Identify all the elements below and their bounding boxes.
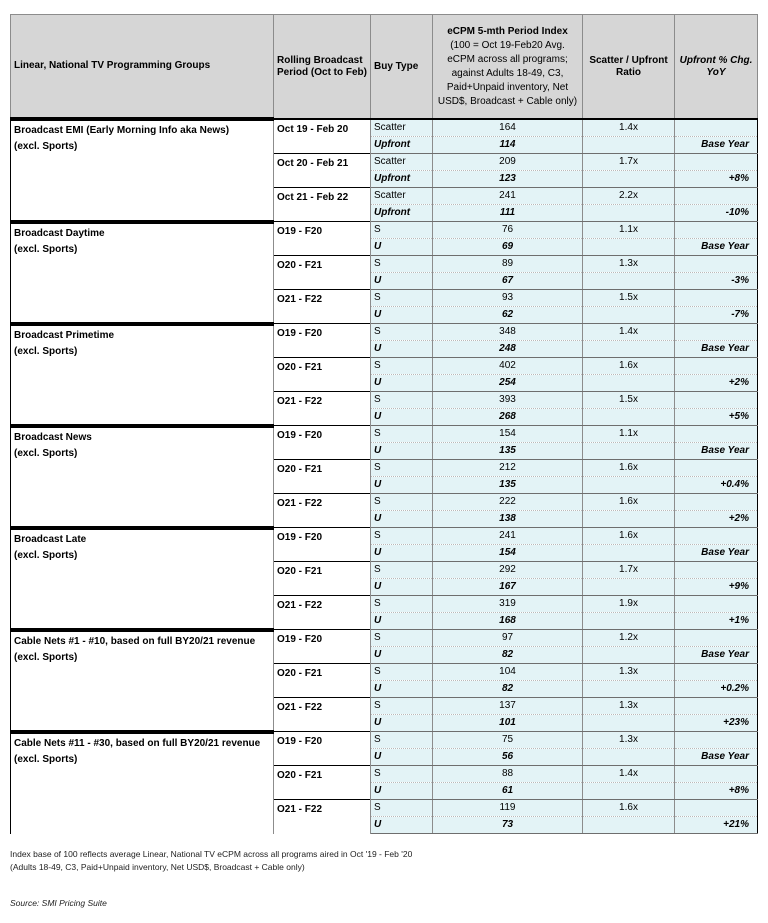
- scatter-upfront-ratio: 1.3x: [583, 732, 675, 749]
- upfront-index-value: 168: [433, 613, 583, 630]
- group-name-cell: [11, 732, 274, 834]
- scatter-index-value: 97: [433, 630, 583, 647]
- group-name: Broadcast Daytime: [14, 227, 105, 239]
- footnote: [10, 848, 750, 874]
- scatter-upfront-ratio: 1.7x: [583, 562, 675, 579]
- ratio-blank: [583, 545, 675, 562]
- upfront-yoy-change: +23%: [675, 715, 758, 732]
- upfront-yoy-change: +1%: [675, 613, 758, 630]
- upfront-yoy-change: +8%: [675, 171, 758, 188]
- scatter-index-value: 76: [433, 222, 583, 239]
- scatter-upfront-ratio: 1.3x: [583, 256, 675, 273]
- upfront-yoy-change: Base Year: [675, 137, 758, 154]
- upfront-yoy-change: +0.4%: [675, 477, 758, 494]
- table-row: [11, 324, 758, 341]
- period-label: O19 - F20: [274, 630, 371, 664]
- scatter-upfront-ratio: 1.9x: [583, 596, 675, 613]
- group-subtitle: (excl. Sports): [14, 141, 78, 152]
- scatter-upfront-ratio: 1.6x: [583, 528, 675, 545]
- table-row: [11, 630, 758, 647]
- upfront-index-value: 62: [433, 307, 583, 324]
- buy-type-upfront: U: [371, 681, 433, 698]
- buy-type-scatter: S: [371, 392, 433, 409]
- yoy-blank: [675, 222, 758, 239]
- group-name: Cable Nets #11 - #30, based on full BY20/21 revenue: [14, 737, 261, 749]
- upfront-index-value: 154: [433, 545, 583, 562]
- scatter-upfront-ratio: 1.4x: [583, 119, 675, 137]
- yoy-blank: [675, 324, 758, 341]
- scatter-index-value: 241: [433, 528, 583, 545]
- scatter-index-value: 89: [433, 256, 583, 273]
- upfront-yoy-change: Base Year: [675, 239, 758, 256]
- group-subtitle: (excl. Sports): [14, 243, 78, 255]
- upfront-yoy-change: +2%: [675, 511, 758, 528]
- buy-type-scatter: S: [371, 222, 433, 239]
- ratio-blank: [583, 307, 675, 324]
- upfront-index-value: 67: [433, 273, 583, 290]
- upfront-index-value: 268: [433, 409, 583, 426]
- yoy-blank: [675, 766, 758, 783]
- period-label: O20 - F21: [274, 460, 371, 494]
- buy-type-scatter: S: [371, 800, 433, 817]
- upfront-yoy-change: +21%: [675, 817, 758, 834]
- ratio-blank: [583, 715, 675, 732]
- upfront-yoy-change: -10%: [675, 205, 758, 222]
- scatter-upfront-ratio: 1.6x: [583, 358, 675, 375]
- period-label: Oct 21 - Feb 22: [274, 188, 371, 222]
- group-name: Broadcast EMI (Early Morning Info aka News): [14, 125, 230, 136]
- scatter-index-value: 348: [433, 324, 583, 341]
- buy-type-upfront: U: [371, 511, 433, 528]
- scatter-index-value: 292: [433, 562, 583, 579]
- buy-type-scatter: S: [371, 460, 433, 477]
- scatter-upfront-ratio: 1.1x: [583, 222, 675, 239]
- upfront-yoy-change: Base Year: [675, 749, 758, 766]
- period-label: O21 - F22: [274, 494, 371, 528]
- buy-type-upfront: U: [371, 647, 433, 664]
- table-row: [11, 426, 758, 443]
- ratio-blank: [583, 477, 675, 494]
- footnote-line-2: (Adults 18-49, C3, Paid+Unpaid inventory, Net USD$, Broadcast + Cable only): [10, 862, 305, 872]
- upfront-index-value: 135: [433, 443, 583, 460]
- scatter-index-value: 119: [433, 800, 583, 817]
- yoy-blank: [675, 290, 758, 307]
- group-subtitle: (excl. Sports): [14, 549, 78, 561]
- group-subtitle: (excl. Sports): [14, 651, 78, 663]
- upfront-index-value: 138: [433, 511, 583, 528]
- ratio-blank: [583, 341, 675, 358]
- ratio-blank: [583, 239, 675, 256]
- period-label: Oct 20 - Feb 21: [274, 154, 371, 188]
- buy-type-upfront: U: [371, 375, 433, 392]
- buy-type-scatter: S: [371, 596, 433, 613]
- buy-type-upfront: U: [371, 613, 433, 630]
- period-label: O19 - F20: [274, 732, 371, 766]
- ratio-blank: [583, 579, 675, 596]
- yoy-blank: [675, 392, 758, 409]
- upfront-index-value: 123: [433, 171, 583, 188]
- buy-type-scatter: Scatter: [371, 188, 433, 205]
- group-name: Broadcast Primetime: [14, 329, 115, 341]
- buy-type-upfront: U: [371, 817, 433, 834]
- scatter-index-value: 164: [433, 119, 583, 137]
- header-programming-groups: Linear, National TV Programming Groups: [11, 15, 274, 120]
- buy-type-upfront: Upfront: [371, 205, 433, 222]
- footnote-line-1: Index base of 100 reflects average Linear, National TV eCPM across all programs aired in Oct '19 - Feb '20: [10, 849, 413, 859]
- buy-type-scatter: S: [371, 732, 433, 749]
- buy-type-upfront: U: [371, 409, 433, 426]
- scatter-index-value: 137: [433, 698, 583, 715]
- buy-type-upfront: U: [371, 545, 433, 562]
- ratio-blank: [583, 749, 675, 766]
- ratio-blank: [583, 205, 675, 222]
- period-label: O20 - F21: [274, 256, 371, 290]
- buy-type-scatter: S: [371, 562, 433, 579]
- buy-type-scatter: S: [371, 630, 433, 647]
- buy-type-scatter: S: [371, 358, 433, 375]
- header-ecpm-index: [433, 15, 583, 120]
- header-row: [11, 15, 758, 120]
- period-label: O19 - F20: [274, 426, 371, 460]
- group-name-cell: [11, 119, 274, 222]
- scatter-index-value: 209: [433, 154, 583, 171]
- scatter-index-value: 222: [433, 494, 583, 511]
- upfront-yoy-change: Base Year: [675, 443, 758, 460]
- scatter-index-value: 319: [433, 596, 583, 613]
- ratio-blank: [583, 409, 675, 426]
- group-name-cell: [11, 426, 274, 528]
- buy-type-scatter: S: [371, 256, 433, 273]
- period-label: O21 - F22: [274, 290, 371, 324]
- ratio-blank: [583, 613, 675, 630]
- yoy-blank: [675, 664, 758, 681]
- ratio-blank: [583, 817, 675, 834]
- period-label: O21 - F22: [274, 800, 371, 834]
- buy-type-upfront: U: [371, 341, 433, 358]
- scatter-upfront-ratio: 2.2x: [583, 188, 675, 205]
- group-name-cell: [11, 324, 274, 426]
- group-name: Broadcast News: [14, 431, 92, 443]
- upfront-yoy-change: +8%: [675, 783, 758, 800]
- scatter-upfront-ratio: 1.6x: [583, 460, 675, 477]
- scatter-index-value: 212: [433, 460, 583, 477]
- buy-type-scatter: Scatter: [371, 154, 433, 171]
- ratio-blank: [583, 375, 675, 392]
- ratio-blank: [583, 273, 675, 290]
- header-scatter-upfront-ratio: Scatter / Upfront Ratio: [583, 15, 675, 120]
- upfront-yoy-change: Base Year: [675, 647, 758, 664]
- period-label: O19 - F20: [274, 528, 371, 562]
- buy-type-scatter: S: [371, 698, 433, 715]
- table-row: [11, 222, 758, 239]
- scatter-upfront-ratio: 1.4x: [583, 324, 675, 341]
- yoy-blank: [675, 732, 758, 749]
- group-name-cell: [11, 528, 274, 630]
- period-label: O21 - F22: [274, 392, 371, 426]
- period-label: O21 - F22: [274, 596, 371, 630]
- scatter-index-value: 104: [433, 664, 583, 681]
- upfront-yoy-change: +9%: [675, 579, 758, 596]
- period-label: O20 - F21: [274, 664, 371, 698]
- scatter-index-value: 93: [433, 290, 583, 307]
- ratio-blank: [583, 647, 675, 664]
- buy-type-scatter: S: [371, 426, 433, 443]
- buy-type-upfront: Upfront: [371, 171, 433, 188]
- yoy-blank: [675, 494, 758, 511]
- table-row: [11, 119, 758, 137]
- upfront-yoy-change: -3%: [675, 273, 758, 290]
- yoy-blank: [675, 698, 758, 715]
- header-ecpm-index-title: eCPM 5-mth Period Index: [447, 25, 568, 37]
- scatter-upfront-ratio: 1.2x: [583, 630, 675, 647]
- period-label: O21 - F22: [274, 698, 371, 732]
- buy-type-upfront: U: [371, 783, 433, 800]
- period-label: O19 - F20: [274, 222, 371, 256]
- buy-type-upfront: U: [371, 239, 433, 256]
- group-name-cell: [11, 222, 274, 324]
- yoy-blank: [675, 562, 758, 579]
- buy-type-scatter: S: [371, 664, 433, 681]
- yoy-blank: [675, 596, 758, 613]
- upfront-index-value: 248: [433, 341, 583, 358]
- yoy-blank: [675, 256, 758, 273]
- scatter-upfront-ratio: 1.1x: [583, 426, 675, 443]
- upfront-yoy-change: +2%: [675, 375, 758, 392]
- ecpm-index-table: [10, 14, 758, 834]
- ratio-blank: [583, 137, 675, 154]
- buy-type-scatter: S: [371, 324, 433, 341]
- ratio-blank: [583, 443, 675, 460]
- buy-type-upfront: U: [371, 477, 433, 494]
- header-rolling-period: Rolling Broadcast Period (Oct to Feb): [274, 15, 371, 120]
- period-label: Oct 19 - Feb 20: [274, 119, 371, 154]
- source-note: Source: SMI Pricing Suite: [10, 898, 107, 908]
- upfront-index-value: 82: [433, 681, 583, 698]
- yoy-blank: [675, 188, 758, 205]
- group-name-cell: [11, 630, 274, 732]
- group-name: Cable Nets #1 - #10, based on full BY20/21 revenue: [14, 635, 256, 647]
- scatter-upfront-ratio: 1.6x: [583, 800, 675, 817]
- buy-type-upfront: U: [371, 443, 433, 460]
- scatter-upfront-ratio: 1.3x: [583, 698, 675, 715]
- upfront-index-value: 254: [433, 375, 583, 392]
- yoy-blank: [675, 630, 758, 647]
- scatter-index-value: 393: [433, 392, 583, 409]
- upfront-yoy-change: Base Year: [675, 545, 758, 562]
- header-ecpm-index-note: (100 = Oct 19-Feb20 Avg. eCPM across all programs; against Adults 18-49, C3, Paid+Unpaid inventory, Net USD$, Broadcast + Cable only): [437, 39, 578, 107]
- scatter-upfront-ratio: 1.3x: [583, 664, 675, 681]
- yoy-blank: [675, 800, 758, 817]
- yoy-blank: [675, 119, 758, 137]
- upfront-index-value: 56: [433, 749, 583, 766]
- upfront-yoy-change: -7%: [675, 307, 758, 324]
- scatter-index-value: 241: [433, 188, 583, 205]
- group-name: Broadcast Late: [14, 533, 87, 545]
- period-label: O20 - F21: [274, 562, 371, 596]
- upfront-index-value: 73: [433, 817, 583, 834]
- group-subtitle: (excl. Sports): [14, 447, 78, 459]
- buy-type-scatter: S: [371, 766, 433, 783]
- upfront-index-value: 69: [433, 239, 583, 256]
- group-subtitle: (excl. Sports): [14, 345, 78, 357]
- period-label: O20 - F21: [274, 766, 371, 800]
- scatter-upfront-ratio: 1.4x: [583, 766, 675, 783]
- header-upfront-yoy: Upfront % Chg. YoY: [675, 15, 758, 120]
- period-label: O19 - F20: [274, 324, 371, 358]
- buy-type-scatter: Scatter: [371, 119, 433, 137]
- upfront-index-value: 111: [433, 205, 583, 222]
- upfront-index-value: 101: [433, 715, 583, 732]
- upfront-index-value: 61: [433, 783, 583, 800]
- buy-type-scatter: S: [371, 494, 433, 511]
- yoy-blank: [675, 426, 758, 443]
- scatter-index-value: 75: [433, 732, 583, 749]
- buy-type-upfront: U: [371, 749, 433, 766]
- upfront-yoy-change: Base Year: [675, 341, 758, 358]
- upfront-index-value: 135: [433, 477, 583, 494]
- upfront-yoy-change: +0.2%: [675, 681, 758, 698]
- yoy-blank: [675, 528, 758, 545]
- scatter-index-value: 88: [433, 766, 583, 783]
- scatter-upfront-ratio: 1.5x: [583, 290, 675, 307]
- buy-type-scatter: S: [371, 528, 433, 545]
- buy-type-upfront: U: [371, 715, 433, 732]
- yoy-blank: [675, 358, 758, 375]
- ratio-blank: [583, 681, 675, 698]
- ratio-blank: [583, 511, 675, 528]
- buy-type-upfront: Upfront: [371, 137, 433, 154]
- upfront-yoy-change: +5%: [675, 409, 758, 426]
- scatter-index-value: 154: [433, 426, 583, 443]
- scatter-index-value: 402: [433, 358, 583, 375]
- scatter-upfront-ratio: 1.5x: [583, 392, 675, 409]
- upfront-index-value: 167: [433, 579, 583, 596]
- ratio-blank: [583, 783, 675, 800]
- table-row: [11, 528, 758, 545]
- upfront-index-value: 82: [433, 647, 583, 664]
- ratio-blank: [583, 171, 675, 188]
- table-body: [11, 119, 758, 834]
- buy-type-upfront: U: [371, 273, 433, 290]
- yoy-blank: [675, 154, 758, 171]
- yoy-blank: [675, 460, 758, 477]
- period-label: O20 - F21: [274, 358, 371, 392]
- scatter-upfront-ratio: 1.6x: [583, 494, 675, 511]
- header-buy-type: Buy Type: [371, 15, 433, 120]
- scatter-upfront-ratio: 1.7x: [583, 154, 675, 171]
- table-row: [11, 732, 758, 749]
- upfront-index-value: 114: [433, 137, 583, 154]
- buy-type-upfront: U: [371, 579, 433, 596]
- buy-type-upfront: U: [371, 307, 433, 324]
- buy-type-scatter: S: [371, 290, 433, 307]
- group-subtitle: (excl. Sports): [14, 753, 78, 765]
